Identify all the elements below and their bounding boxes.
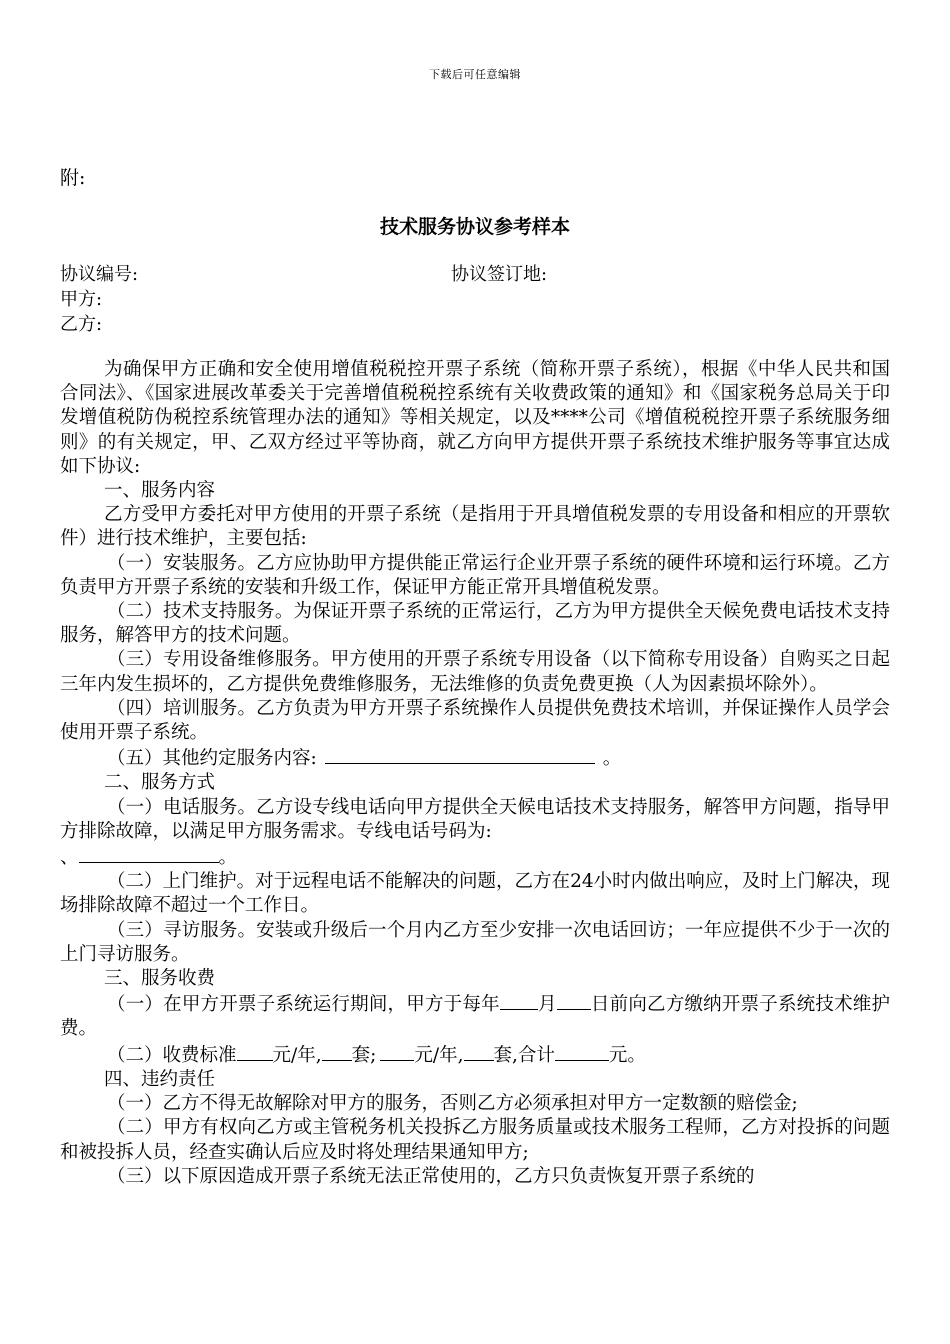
- clause-text: 、: [60, 847, 79, 869]
- party-b-label: 乙方:: [60, 314, 103, 335]
- blank-field[interactable]: [325, 745, 595, 764]
- section-heading: 一、服务内容: [104, 480, 216, 502]
- set-count-blank[interactable]: [322, 1042, 352, 1061]
- phone-number-blank[interactable]: [79, 844, 219, 863]
- section-heading: 三、服务收费: [104, 968, 216, 990]
- clause: （三）以下原因造成开票子系统无法正常使用的，乙方只负责恢复开票子系统的: [107, 1165, 755, 1187]
- clause-text: 月: [537, 994, 557, 1016]
- clause: （三）寻访服务。安装或升级后一个月内乙方至少安排一次电话回访；一年应提供不少于一次的上门寻访服务。: [60, 919, 890, 965]
- clause-text: 。: [602, 748, 622, 770]
- clause: [60, 745, 890, 771]
- intro-paragraph: 为确保甲方正确和安全使用增值税税控开票子系统（简称开票子系统），根据《中华人民共和国合同法》、《国家进展改革委关于完善增值税税控系统有关收费政策的通知》和《国家税务总局关于印发增值税防伪税控系统管理办法的通知》等相关规定，以及****公司《增值税税控开票子系统服务细则》的有关规定，甲、乙双方经过平等协商，就乙方向甲方提供开票子系统技术维护服务等事宜达成如下协议:: [60, 359, 890, 477]
- clause-text: 。: [218, 847, 238, 869]
- total-blank[interactable]: [555, 1042, 609, 1061]
- set-count-blank[interactable]: [464, 1042, 494, 1061]
- fee-blank[interactable]: [237, 1042, 273, 1061]
- clause-text: （一）在甲方开票子系统运行期间，甲方于每年: [107, 994, 500, 1016]
- clause-text: 元/年,: [414, 1044, 464, 1066]
- clause: （一）电话服务。乙方设专线电话向甲方提供全天候电话技术支持服务，解答甲方问题，指导甲方排除故障，以满足甲方服务需求。专线电话号码为:: [60, 796, 890, 842]
- clause: （二）上门维护。对于远程电话不能解决的问题，乙方在24小时内做出响应，及时上门解决，现场排除故障不超过一个工作日。: [60, 871, 890, 917]
- clause: [60, 1042, 890, 1068]
- document-title: 技术服务协议参考样本: [379, 216, 570, 238]
- clause: （一）安装服务。乙方应协助甲方提供能正常运行企业开票子系统的硬件环境和运行环境。乙方负责甲方开票子系统的安装和升级工作，保证甲方能正常开具增值税发票。: [60, 552, 890, 598]
- clause-text: （五）其他约定服务内容:: [107, 748, 317, 770]
- clause: （二）甲方有权向乙方或主管税务机关投拆乙方服务质量或技术服务工程师，乙方对投拆的问题和被投拆人员，经查实确认后应及时将处理结果通知甲方;: [60, 1117, 890, 1163]
- clause-text: 套,合计: [493, 1044, 555, 1066]
- section-heading: 二、服务方式: [104, 772, 216, 794]
- annex-label: 附:: [60, 167, 86, 189]
- month-blank[interactable]: [500, 991, 538, 1010]
- clause: （一）乙方不得无故解除对甲方的服务，否则乙方必须承担对甲方一定数额的赔偿金;: [107, 1093, 798, 1115]
- clause-text: 元。: [608, 1044, 646, 1066]
- clause-text: 日前向乙方缴纳开票子系统技术维护费。: [60, 994, 890, 1040]
- day-blank[interactable]: [557, 991, 591, 1010]
- header-note: 下载后可任意编辑: [429, 68, 521, 81]
- clause-text: （二）收费标准: [107, 1044, 237, 1066]
- clause: [60, 991, 890, 1041]
- party-a-label: 甲方:: [60, 289, 103, 310]
- agreement-number-label: 协议编号:: [60, 264, 139, 285]
- fee-blank[interactable]: [380, 1042, 414, 1061]
- clause-continuation: [60, 844, 890, 870]
- clause-text: 元/年,: [272, 1044, 322, 1066]
- clause: （四）培训服务。乙方负责为甲方开票子系统操作人员提供免费技术培训，并保证操作人员学会使用开票子系统。: [60, 697, 890, 744]
- clause-text: 套;: [351, 1044, 377, 1066]
- paragraph: 乙方受甲方委托对甲方使用的开票子系统（是指用于开具增值税发票的专用设备和相应的开票软件）进行技术维护，主要包括:: [60, 504, 890, 550]
- agreement-body: [60, 358, 890, 1189]
- clause: （二）技术支持服务。为保证开票子系统的正常运行，乙方为甲方提供全天候免费电话技术支持服务，解答甲方的技术问题。: [60, 601, 890, 647]
- section-heading: 四、违约责任: [104, 1068, 216, 1090]
- signing-place-label: 协议签订地:: [451, 264, 548, 285]
- clause: （三）专用设备维修服务。甲方使用的开票子系统专用设备（以下简称专用设备）自购买之日起三年内发生损坏的，乙方提供免费维修服务，无法维修的负责免费更换（人为因素损坏除外）。: [60, 649, 890, 695]
